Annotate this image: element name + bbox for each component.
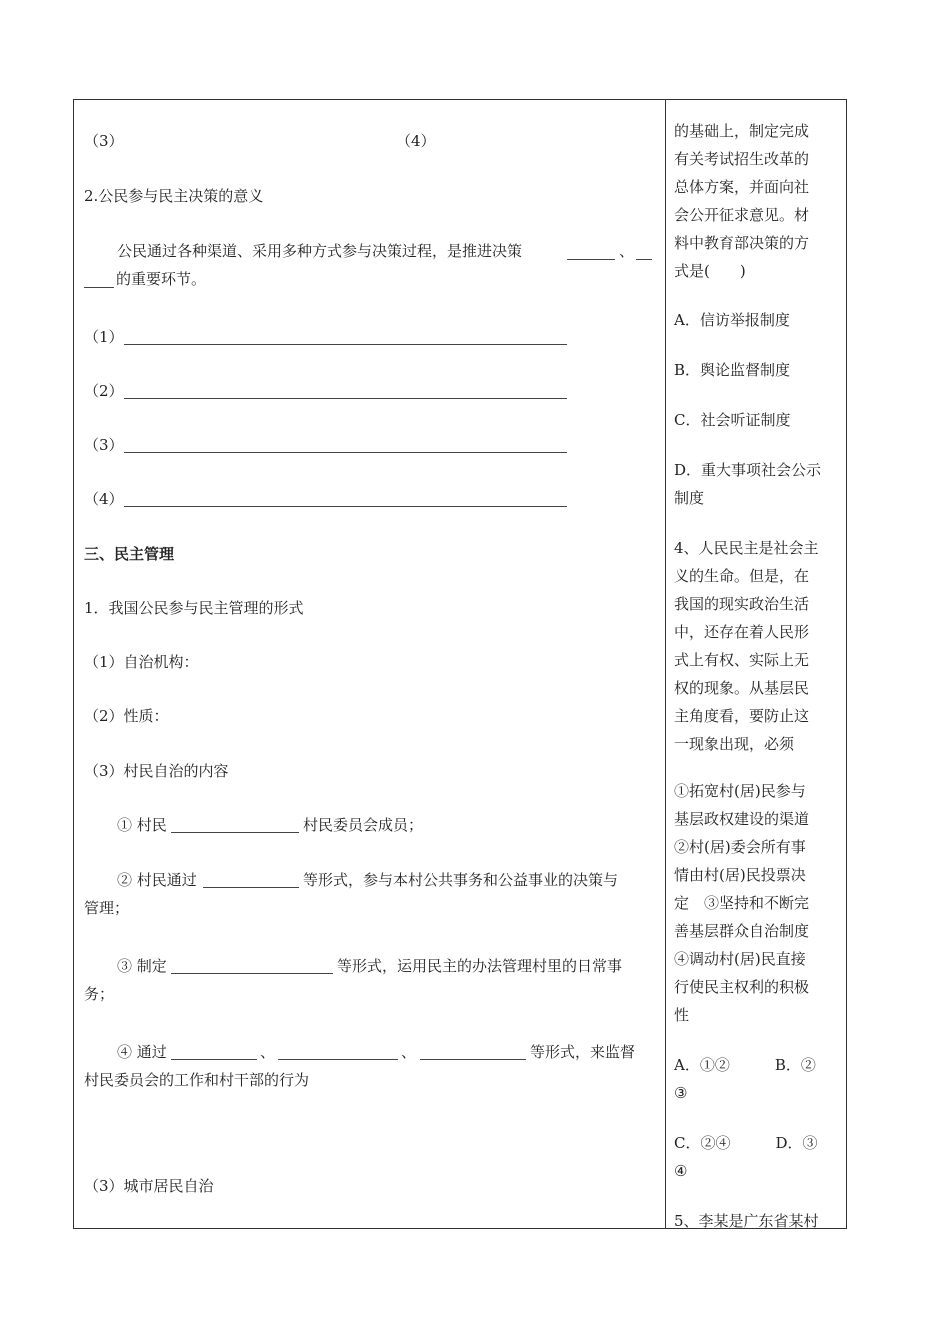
q4-options-cd: C．②④ D．③ ④ <box>674 1134 818 1180</box>
point1-b: 村民委员会成员； <box>303 816 424 834</box>
q3-option-b: B．舆论监督制度 <box>674 361 791 379</box>
urban-self-gov: （3）城市居民自治 <box>84 1177 214 1195</box>
q4-statements: ①拓宽村(居)民参与 基层政权建设的渠道 ②村(居)委会所有事 情由村(居)民投票决 定 ③坚持和不断完 善基层群众自治制度 ④调动村(居)民直接 行使民主权利的积极 性 <box>674 782 810 1024</box>
blank-label-4: （4） <box>396 132 436 150</box>
point4-c: 村民委员会的工作和村干部的行为 <box>84 1071 310 1089</box>
item2-para-a: 公民通过各种渠道、采用多种方式参与决策过程，是推进决策 <box>117 242 523 260</box>
blank-line <box>567 259 615 260</box>
point2-c: 管理； <box>84 899 130 917</box>
item2-para-b: 的重要环节。 <box>116 270 207 288</box>
item2-para-sep: 、 <box>619 242 635 260</box>
q4-stem: 4、人民民主是社会主 义的生命。但是，在 我国的现实政治生活 中，还存在着人民形 式上有权、实际上无 权的现象。从基层民 主角度看，要防止这 一现象出现，必须 <box>674 539 819 753</box>
blank-line <box>171 973 333 974</box>
point4-sep2: 、 <box>401 1043 417 1061</box>
q3-stem: 的基础上，制定完成 有关考试招生改革的 总体方案，并面向社 会公开征求意见。材 料中教育部决策的方 式是( ) <box>674 122 810 280</box>
blank-line <box>171 1059 257 1060</box>
point3-a: ③ 制定 <box>117 957 167 975</box>
village-content: （3）村民自治的内容 <box>84 762 229 780</box>
blank-line <box>203 887 299 888</box>
point1-a: ① 村民 <box>117 816 167 834</box>
list-item-1: （1） <box>84 328 124 346</box>
answer-line <box>124 344 567 345</box>
blank-label-3: （3） <box>84 132 124 150</box>
item1-title: 1．我国公民参与民主管理的形式 <box>84 599 304 617</box>
list-item-2: （2） <box>84 382 124 400</box>
list-item-4: （4） <box>84 490 124 508</box>
blank-line <box>84 287 114 288</box>
item2-title: 2.公民参与民主决策的意义 <box>84 187 264 205</box>
blank-line <box>278 1059 398 1060</box>
q3-option-c: C．社会听证制度 <box>674 411 791 429</box>
point2-b: 等形式，参与本村公共事务和公益事业的决策与 <box>303 871 619 889</box>
point2-a: ② 村民通过 <box>117 871 197 889</box>
list-item-3: （3） <box>84 436 124 454</box>
q4-options-ab: A．①② B．② ③ <box>674 1056 816 1102</box>
q3-option-a: A．信访举报制度 <box>674 311 790 329</box>
point4-sep1: 、 <box>260 1043 276 1061</box>
answer-line <box>124 506 567 507</box>
point4-b: 等形式，来监督 <box>530 1043 636 1061</box>
q3-option-d: D．重大事项社会公示 制度 <box>674 461 822 507</box>
blank-line <box>171 832 299 833</box>
q5-stem: 5、李某是广东省某村 <box>674 1212 819 1230</box>
blank-line <box>420 1059 526 1060</box>
section3-title: 三、民主管理 <box>84 545 175 563</box>
answer-line <box>124 398 567 399</box>
answer-line <box>124 452 567 453</box>
auto-org: （1）自治机构： <box>84 653 199 671</box>
nature: （2）性质： <box>84 707 169 725</box>
point3-c: 务； <box>84 985 115 1003</box>
column-divider <box>665 99 666 1229</box>
point3-b: 等形式，运用民主的办法管理村里的日常事 <box>337 957 623 975</box>
blank-line <box>636 259 652 260</box>
point4-a: ④ 通过 <box>117 1043 167 1061</box>
